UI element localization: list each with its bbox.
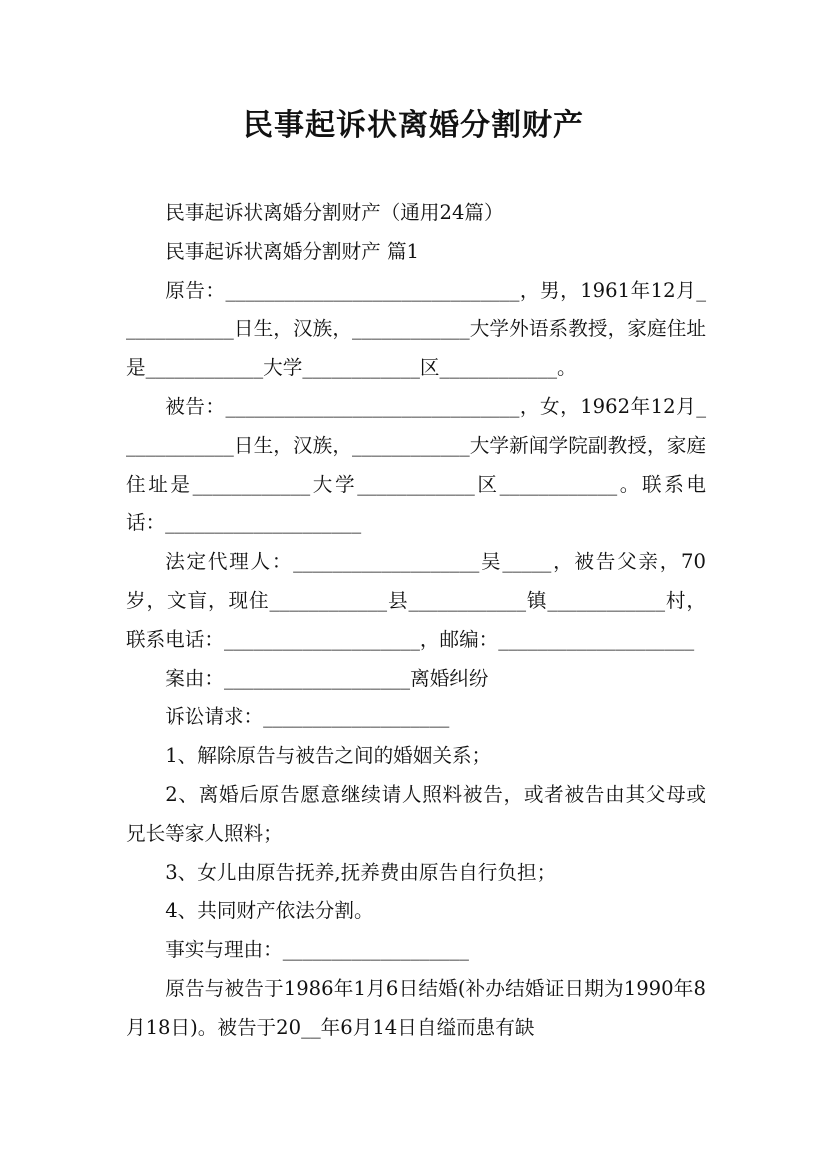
paragraph-legal-agent: 法定代理人：___________________吴_____，被告父亲，70岁，文盲，现住____________县____________镇____________村，联系电话：____________________，邮编：____________________	[126, 550, 706, 651]
paragraph-plaintiff: 原告：______________________________，男，1961年12月____________日生，汉族，____________大学外语系教授，家庭住址是____________大学____________区____________。	[126, 278, 706, 380]
paragraph-defendant: 被告：______________________________，女，1962年12月____________日生，汉族，____________大学新闻学院副教授，家庭住址是____________大学____________区____________。联系电话：____________________	[126, 394, 706, 535]
document-title: 民事起诉状离婚分割财产	[243, 108, 584, 143]
paragraph-subheading: 民事起诉状离婚分割财产 篇1	[165, 239, 420, 263]
paragraph-claim-1: 1、解除原告与被告之间的婚姻关系；	[165, 744, 492, 768]
paragraph-claim-4: 4、共同财产依法分割。	[165, 899, 374, 923]
document-body	[126, 194, 706, 1048]
paragraph-facts-reasons: 事实与理由：___________________	[165, 938, 469, 962]
paragraph-claim-3: 3、女儿由原告抚养,抚养费由原告自行负担；	[165, 860, 557, 884]
paragraph-case-cause: 案由：___________________离婚纠纷	[165, 666, 489, 690]
paragraph-claims: 诉讼请求：___________________	[165, 705, 450, 729]
paragraph-heading: 民事起诉状离婚分割财产（通用24篇）	[165, 201, 504, 224]
paragraph-claim-2: 2、离婚后原告愿意继续请人照料被告，或者被告由其父母或兄长等家人照料；	[126, 782, 706, 845]
paragraph-facts-body: 原告与被告于1986年1月6日结婚(补办结婚证日期为1990年8月18日)。被告于20__年6月14日自缢而患有缺	[126, 976, 706, 1039]
